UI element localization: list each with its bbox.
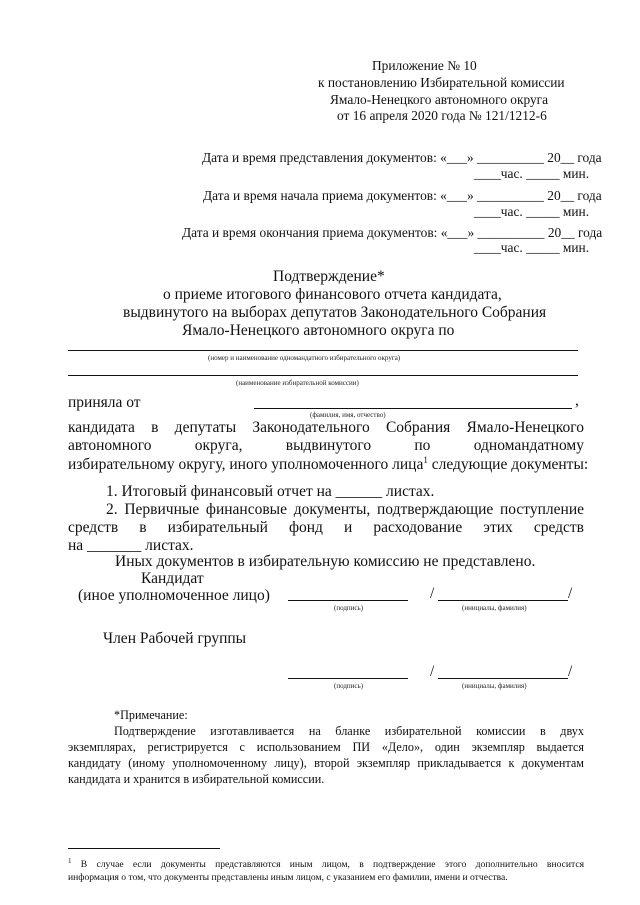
doc-title: Подтверждение* [273, 268, 385, 285]
paragraph-line-2: автономного округа, выдвинутого по одномандатному [68, 437, 584, 454]
doc-title-line-3: выдвинутого на выборах депутатов Законодательного Собрания [123, 304, 547, 321]
signature-caption-1: (подпись) [334, 604, 364, 612]
footnote-separator [68, 848, 220, 849]
member-signature-line[interactable] [288, 678, 408, 679]
footnote-text-1: В случае если документы представляются иным лицом, в подтверждение этого дополнительно вносится [71, 859, 584, 871]
signature-caption-2: (подпись) [334, 682, 364, 690]
initials-caption-1: (инициалы, фамилия) [462, 604, 527, 612]
end-time: ____час. _____ мин. [474, 240, 590, 255]
candidate-signature-line[interactable] [288, 600, 408, 601]
commission-line[interactable] [68, 375, 578, 376]
start-date-label: Дата и время начала приема документов: «___» __________ 20__ года [203, 188, 602, 203]
footnote-ref: 1 [423, 455, 428, 465]
paragraph-line-3 [68, 455, 588, 474]
comma: , [575, 392, 579, 409]
note-line-1: Подтверждение изготавливается на бланке избирательной комиссии в двух [114, 724, 584, 738]
note-line-2: экземплярах, регистрируется с использованием ПИ «Дело», один экземпляр выдается [68, 740, 584, 754]
initials-caption-2: (инициалы, фамилия) [462, 682, 527, 690]
no-other-docs: Иных документов в избирательную комиссию не представлено. [115, 553, 536, 570]
item-2-line-1: 2. Первичные финансовые документы, подтверждающие поступление [106, 501, 584, 518]
footnote-line-2: информация о том, что документы представлены иным лицом, с указанием его фамилии, имени и отчества. [68, 872, 508, 883]
slash-1: / [430, 585, 435, 602]
district-line[interactable] [68, 350, 578, 351]
footnote-sup: 1 [68, 857, 72, 865]
fio-line[interactable] [254, 408, 572, 409]
member-initials-line[interactable] [438, 678, 568, 679]
item-1: 1. Итоговый финансовый отчет на ______ листах. [106, 483, 435, 500]
annex-line-3: Ямало-Ненецкого автономного округа [330, 92, 549, 107]
item-2-line-3: на _______ листах. [68, 537, 194, 554]
paragraph-line-3a: избирательному округу, иного уполномоченного лица [68, 456, 424, 474]
footnote-line-1 [68, 857, 584, 870]
annex-line-4: от 16 апреля 2020 года № 121/1212-6 [337, 108, 547, 123]
member-label: Член Рабочей группы [103, 630, 247, 647]
accepted-from-label: приняла от [68, 394, 141, 411]
district-caption: (номер и наименование одномандатного избирательного округа) [208, 354, 401, 362]
annex-line-1: Приложение № 10 [372, 58, 477, 73]
authorized-person-label: (иное уполномоченное лицо) [78, 587, 270, 604]
commission-caption: (наименование избирательной комиссии) [236, 379, 359, 387]
note-line-3: кандидату (иному уполномоченному лицу), второй экземпляр прикладывается к документам [68, 756, 584, 770]
fio-caption: (фамилия, имя, отчество) [310, 411, 386, 419]
item-2-line-2: средств в избирательный фонд и расходование этих средств [68, 519, 584, 536]
paragraph-line-3b: следующие документы: [427, 456, 589, 474]
slash-4: / [568, 663, 573, 680]
annex-line-2: к постановлению Избирательной комиссии [318, 75, 565, 90]
submit-time: ____час. _____ мин. [474, 166, 590, 181]
slash-2: / [568, 585, 573, 602]
doc-title-line-4: Ямало-Ненецкого автономного округа по [182, 322, 455, 339]
candidate-initials-line[interactable] [438, 600, 568, 601]
paragraph-line-1: кандидата в депутаты Законодательного Собрания Ямало-Ненецкого [68, 419, 584, 436]
slash-3: / [430, 663, 435, 680]
end-date-label: Дата и время окончания приема документов: «___» __________ 20__ года [182, 225, 603, 240]
candidate-label: Кандидат [141, 570, 204, 587]
doc-title-line-2: о приеме итогового финансового отчета кандидата, [163, 286, 502, 303]
start-time: ____час. _____ мин. [474, 204, 590, 219]
note-line-4: кандидата и хранится в избирательной комиссии. [68, 772, 325, 786]
submit-date-label: Дата и время представления документов: «___» __________ 20__ года [202, 150, 602, 165]
note-title: *Примечание: [114, 708, 188, 722]
